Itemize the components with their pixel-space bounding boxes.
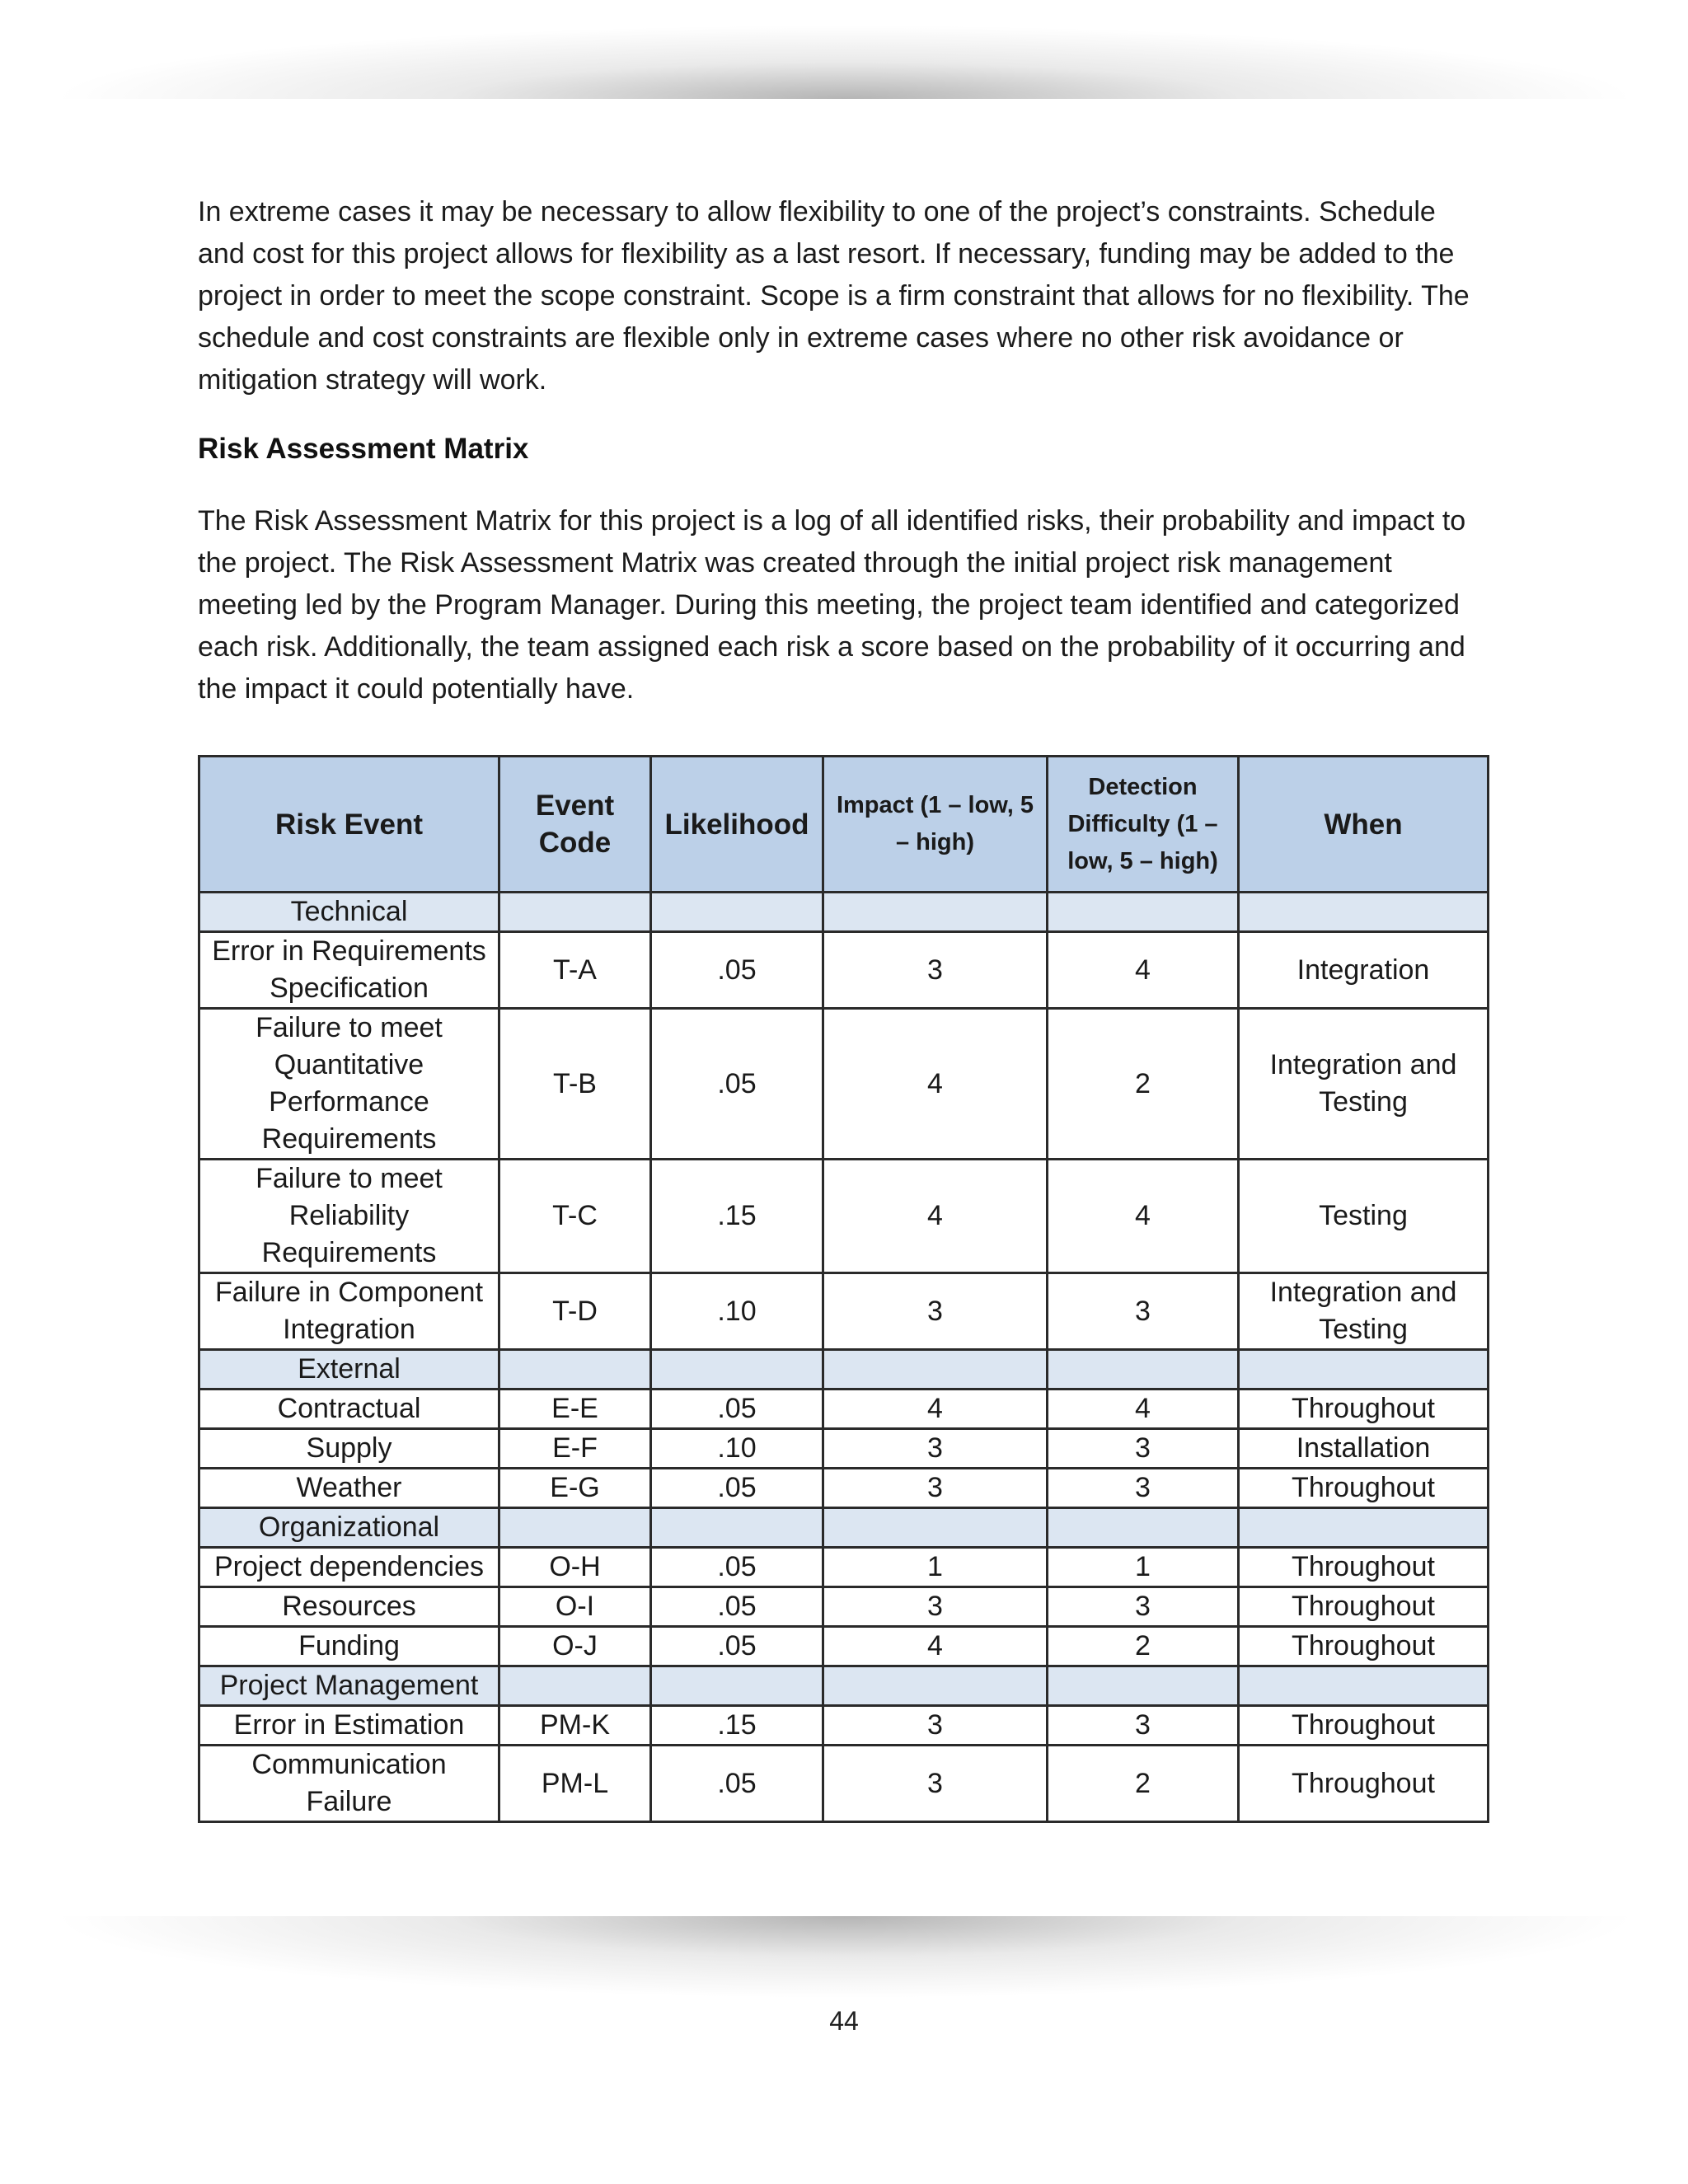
table-row — [199, 1390, 1489, 1429]
category-label: Project Management — [199, 1666, 499, 1706]
cell-likelihood: .05 — [651, 1627, 823, 1666]
header-detection-difficulty: Detection Difficulty (1 – low, 5 – high) — [1048, 757, 1239, 893]
category-empty-cell — [1239, 1508, 1489, 1548]
category-empty-cell — [499, 893, 651, 932]
cell-code: T-D — [499, 1273, 651, 1350]
cell-impact: 3 — [823, 1429, 1048, 1469]
risk-assessment-table — [198, 755, 1489, 1823]
category-empty-cell — [823, 893, 1048, 932]
cell-detection: 2 — [1048, 1009, 1239, 1160]
category-empty-cell — [1048, 1666, 1239, 1706]
cell-code: E-E — [499, 1390, 651, 1429]
page-number: 44 — [829, 2006, 859, 2036]
table-row — [199, 1627, 1489, 1666]
page-content — [198, 191, 1484, 710]
cell-code: O-H — [499, 1548, 651, 1587]
category-row — [199, 1508, 1489, 1548]
cell-detection: 3 — [1048, 1706, 1239, 1746]
cell-event: Error in Estimation — [199, 1706, 499, 1746]
table-row — [199, 1706, 1489, 1746]
table-row — [199, 1746, 1489, 1822]
cell-impact: 3 — [823, 1587, 1048, 1627]
cell-event: Contractual — [199, 1390, 499, 1429]
cell-event: Resources — [199, 1587, 499, 1627]
category-label: External — [199, 1350, 499, 1390]
category-row — [199, 1350, 1489, 1390]
cell-impact: 3 — [823, 1706, 1048, 1746]
cell-detection: 4 — [1048, 1390, 1239, 1429]
table-row — [199, 932, 1489, 1009]
cell-when: Throughout — [1239, 1469, 1489, 1508]
header-event-code: Event Code — [499, 757, 651, 893]
cell-code: PM-K — [499, 1706, 651, 1746]
cell-event: Failure to meet Reliability Requirements — [199, 1160, 499, 1273]
cell-code: E-F — [499, 1429, 651, 1469]
cell-code: O-I — [499, 1587, 651, 1627]
cell-detection: 2 — [1048, 1627, 1239, 1666]
page-bottom-shadow — [49, 1916, 1640, 1999]
cell-detection: 3 — [1048, 1469, 1239, 1508]
header-impact: Impact (1 – low, 5 – high) — [823, 757, 1048, 893]
cell-impact: 1 — [823, 1548, 1048, 1587]
table-row — [199, 1469, 1489, 1508]
cell-detection: 4 — [1048, 932, 1239, 1009]
cell-code: E-G — [499, 1469, 651, 1508]
cell-likelihood: .05 — [651, 1469, 823, 1508]
category-empty-cell — [1239, 893, 1489, 932]
cell-when: Testing — [1239, 1160, 1489, 1273]
cell-when: Throughout — [1239, 1706, 1489, 1746]
cell-event: Supply — [199, 1429, 499, 1469]
table-header-row — [199, 757, 1489, 893]
category-empty-cell — [1239, 1666, 1489, 1706]
category-empty-cell — [651, 1508, 823, 1548]
cell-event: Communication Failure — [199, 1746, 499, 1822]
cell-likelihood: .05 — [651, 1009, 823, 1160]
category-label: Organizational — [199, 1508, 499, 1548]
cell-impact: 3 — [823, 1273, 1048, 1350]
cell-code: O-J — [499, 1627, 651, 1666]
table-body — [199, 893, 1489, 1822]
cell-impact: 4 — [823, 1390, 1048, 1429]
cell-event: Funding — [199, 1627, 499, 1666]
category-row — [199, 1666, 1489, 1706]
cell-impact: 4 — [823, 1160, 1048, 1273]
category-empty-cell — [1048, 1350, 1239, 1390]
category-empty-cell — [1048, 1508, 1239, 1548]
category-row — [199, 893, 1489, 932]
category-empty-cell — [651, 1350, 823, 1390]
cell-impact: 3 — [823, 1746, 1048, 1822]
category-empty-cell — [651, 1666, 823, 1706]
category-empty-cell — [499, 1666, 651, 1706]
cell-code: T-B — [499, 1009, 651, 1160]
header-risk-event: Risk Event — [199, 757, 499, 893]
cell-when: Integration and Testing — [1239, 1009, 1489, 1160]
table-row — [199, 1429, 1489, 1469]
cell-event: Error in Requirements Specification — [199, 932, 499, 1009]
cell-when: Integration and Testing — [1239, 1273, 1489, 1350]
category-empty-cell — [1239, 1350, 1489, 1390]
category-empty-cell — [823, 1666, 1048, 1706]
category-empty-cell — [823, 1508, 1048, 1548]
category-empty-cell — [823, 1350, 1048, 1390]
page-top-shadow — [49, 25, 1640, 99]
cell-likelihood: .05 — [651, 932, 823, 1009]
cell-detection: 3 — [1048, 1587, 1239, 1627]
table-row — [199, 1160, 1489, 1273]
section-paragraph: The Risk Assessment Matrix for this project is a log of all identified risks, their probability and impact to the project. The Risk Assessment Matrix was created through the initial project risk management meeting led by the Program Manager. During this meeting, the project team identified and categorized each risk. Additionally, the team assigned each risk a score based on the probability of it occurring and the impact it could potentially have. — [198, 505, 1466, 705]
cell-when: Throughout — [1239, 1746, 1489, 1822]
category-label: Technical — [199, 893, 499, 932]
header-when: When — [1239, 757, 1489, 893]
cell-likelihood: .15 — [651, 1706, 823, 1746]
cell-detection: 1 — [1048, 1548, 1239, 1587]
cell-likelihood: .05 — [651, 1746, 823, 1822]
category-empty-cell — [1048, 893, 1239, 932]
cell-code: PM-L — [499, 1746, 651, 1822]
cell-likelihood: .05 — [651, 1587, 823, 1627]
section-heading: Risk Assessment Matrix — [198, 433, 529, 465]
cell-event: Failure in Component Integration — [199, 1273, 499, 1350]
cell-when: Throughout — [1239, 1587, 1489, 1627]
cell-likelihood: .10 — [651, 1429, 823, 1469]
cell-code: T-A — [499, 932, 651, 1009]
cell-detection: 2 — [1048, 1746, 1239, 1822]
cell-code: T-C — [499, 1160, 651, 1273]
cell-likelihood: .10 — [651, 1273, 823, 1350]
intro-paragraph: In extreme cases it may be necessary to allow flexibility to one of the project’s constraints. Schedule and cost for this project allows for flexibility as a last resort. If necessary, funding may be added to the project in order to meet the scope constraint. Scope is a firm constraint that allows for no flexibility. The schedule and cost constraints are flexible only in extreme cases where no other risk avoidance or mitigation strategy will work. — [198, 196, 1470, 396]
cell-event: Project dependencies — [199, 1548, 499, 1587]
cell-when: Integration — [1239, 932, 1489, 1009]
table-row — [199, 1587, 1489, 1627]
category-empty-cell — [499, 1350, 651, 1390]
cell-detection: 3 — [1048, 1429, 1239, 1469]
cell-likelihood: .15 — [651, 1160, 823, 1273]
cell-when: Installation — [1239, 1429, 1489, 1469]
cell-when: Throughout — [1239, 1627, 1489, 1666]
cell-impact: 3 — [823, 1469, 1048, 1508]
header-likelihood: Likelihood — [651, 757, 823, 893]
cell-impact: 3 — [823, 932, 1048, 1009]
table-row — [199, 1548, 1489, 1587]
category-empty-cell — [499, 1508, 651, 1548]
cell-detection: 3 — [1048, 1273, 1239, 1350]
cell-likelihood: .05 — [651, 1390, 823, 1429]
category-empty-cell — [651, 893, 823, 932]
table-row — [199, 1273, 1489, 1350]
cell-event: Weather — [199, 1469, 499, 1508]
cell-likelihood: .05 — [651, 1548, 823, 1587]
cell-when: Throughout — [1239, 1548, 1489, 1587]
cell-detection: 4 — [1048, 1160, 1239, 1273]
cell-impact: 4 — [823, 1627, 1048, 1666]
cell-when: Throughout — [1239, 1390, 1489, 1429]
cell-event: Failure to meet Quantitative Performance Requirements — [199, 1009, 499, 1160]
cell-impact: 4 — [823, 1009, 1048, 1160]
table-row — [199, 1009, 1489, 1160]
